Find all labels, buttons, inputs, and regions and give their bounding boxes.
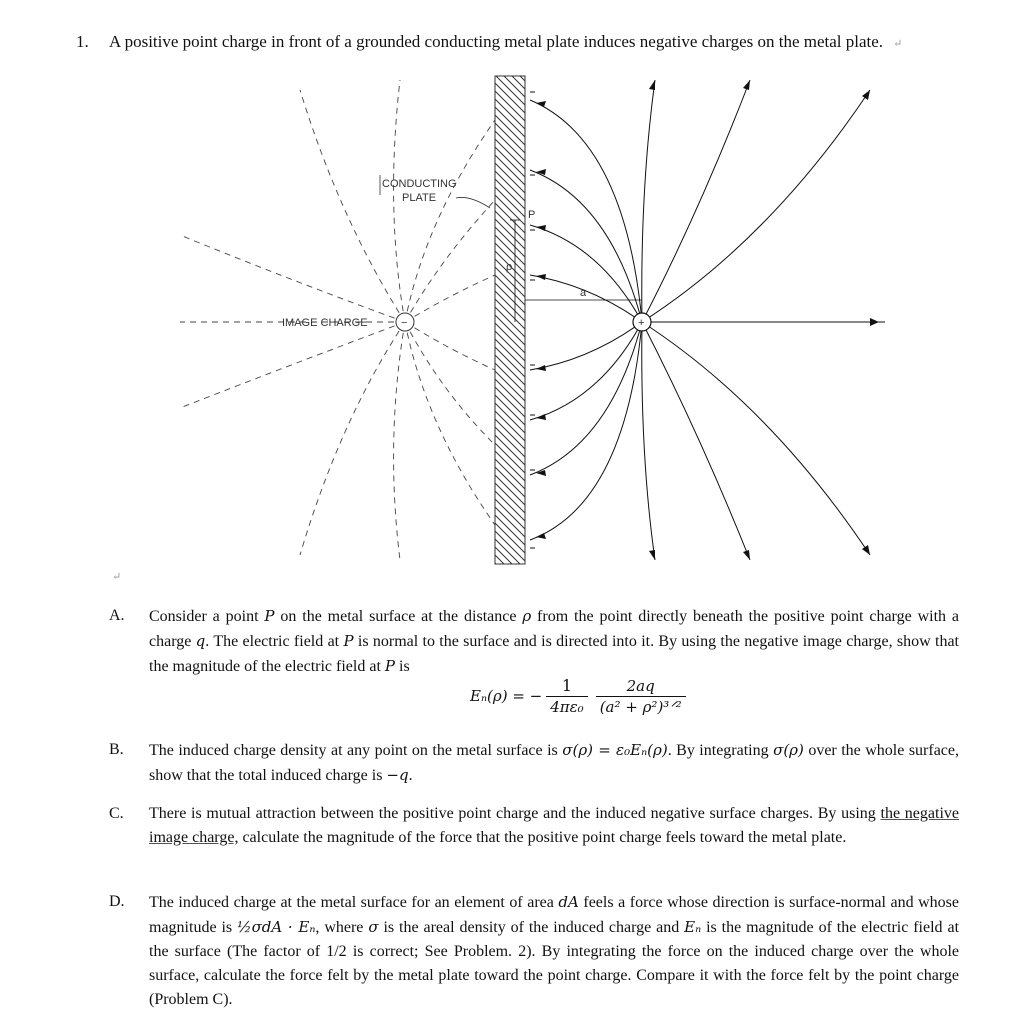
field-lines — [530, 80, 885, 560]
equation-en: Eₙ(ρ) = − $\frac{1}{\text{4πε₀}}$ $\frac{2aq}{\text{(a² + ρ²)³ᐟ²}}$ — [470, 676, 690, 716]
image-charge-link[interactable]: the negative image charge, — [149, 805, 959, 846]
label-conducting: CONDUCTING — [382, 178, 457, 190]
field-lines-figure — [170, 70, 890, 570]
label-point-p: P — [528, 209, 536, 221]
label-plate: PLATE — [402, 192, 437, 204]
part-b — [109, 738, 959, 788]
point-charge-sign: + — [638, 317, 645, 329]
part-letter: C. — [109, 805, 124, 822]
part-body: There is mutual attraction between the positive point charge and the induced negative surface charges. By using the negative image charge, calculate the magnitude of the force that the positive point charge feels toward the metal plate. — [149, 805, 959, 846]
conducting-plate — [495, 76, 525, 564]
question-number: 1. — [76, 32, 89, 51]
label-rho: ρ — [506, 261, 513, 273]
dimension-markers — [510, 220, 642, 322]
part-letter: D. — [109, 893, 125, 910]
part-d — [109, 890, 959, 1012]
part-body: The induced charge density at any point on the metal surface is σ(ρ) = ε₀Eₙ(ρ). By integrating σ(ρ) over the whole surface, show that the total induced charge is −q. — [149, 741, 960, 784]
question-text-body: A positive point charge in front of a grounded conducting metal plate induces negative charges on the metal plate. — [109, 32, 884, 51]
part-body: Consider a point P on the metal surface at the distance ρ from the point directly beneath the positive point charge with a charge q. The electric field at P is normal to the surface and is directed into it. By using the negative image charge, show that the magnitude of the electric field at P is — [149, 607, 960, 675]
image-charge-sign: − — [401, 317, 408, 329]
arrowheads — [536, 80, 879, 560]
part-a — [109, 604, 959, 679]
part-body: The induced charge at the metal surface for an element of area dA feels a force whose direction is surface-normal and whose magnitude is ½σdA · Eₙ, where σ is the areal density of the induced charge and Eₙ is the magnitude of the electric field at the surface (The factor of 1/2 is correct; See Problem. 2). By integrating the force on the induced charge over the whole surface, calculate the force felt by the metal plate toward the point charge. Compare it with the force felt by the point charge (Problem C). — [149, 893, 960, 1008]
label-image-charge: IMAGE CHARGE — [282, 317, 368, 329]
paragraph-mark: ↵ — [112, 571, 122, 583]
paragraph-mark: ↵ — [893, 38, 903, 50]
question-text — [109, 32, 902, 52]
part-letter: A. — [109, 607, 125, 624]
label-a: a — [580, 287, 587, 299]
surface-charges — [530, 92, 535, 548]
part-letter: B. — [109, 741, 124, 758]
part-c — [109, 802, 959, 850]
